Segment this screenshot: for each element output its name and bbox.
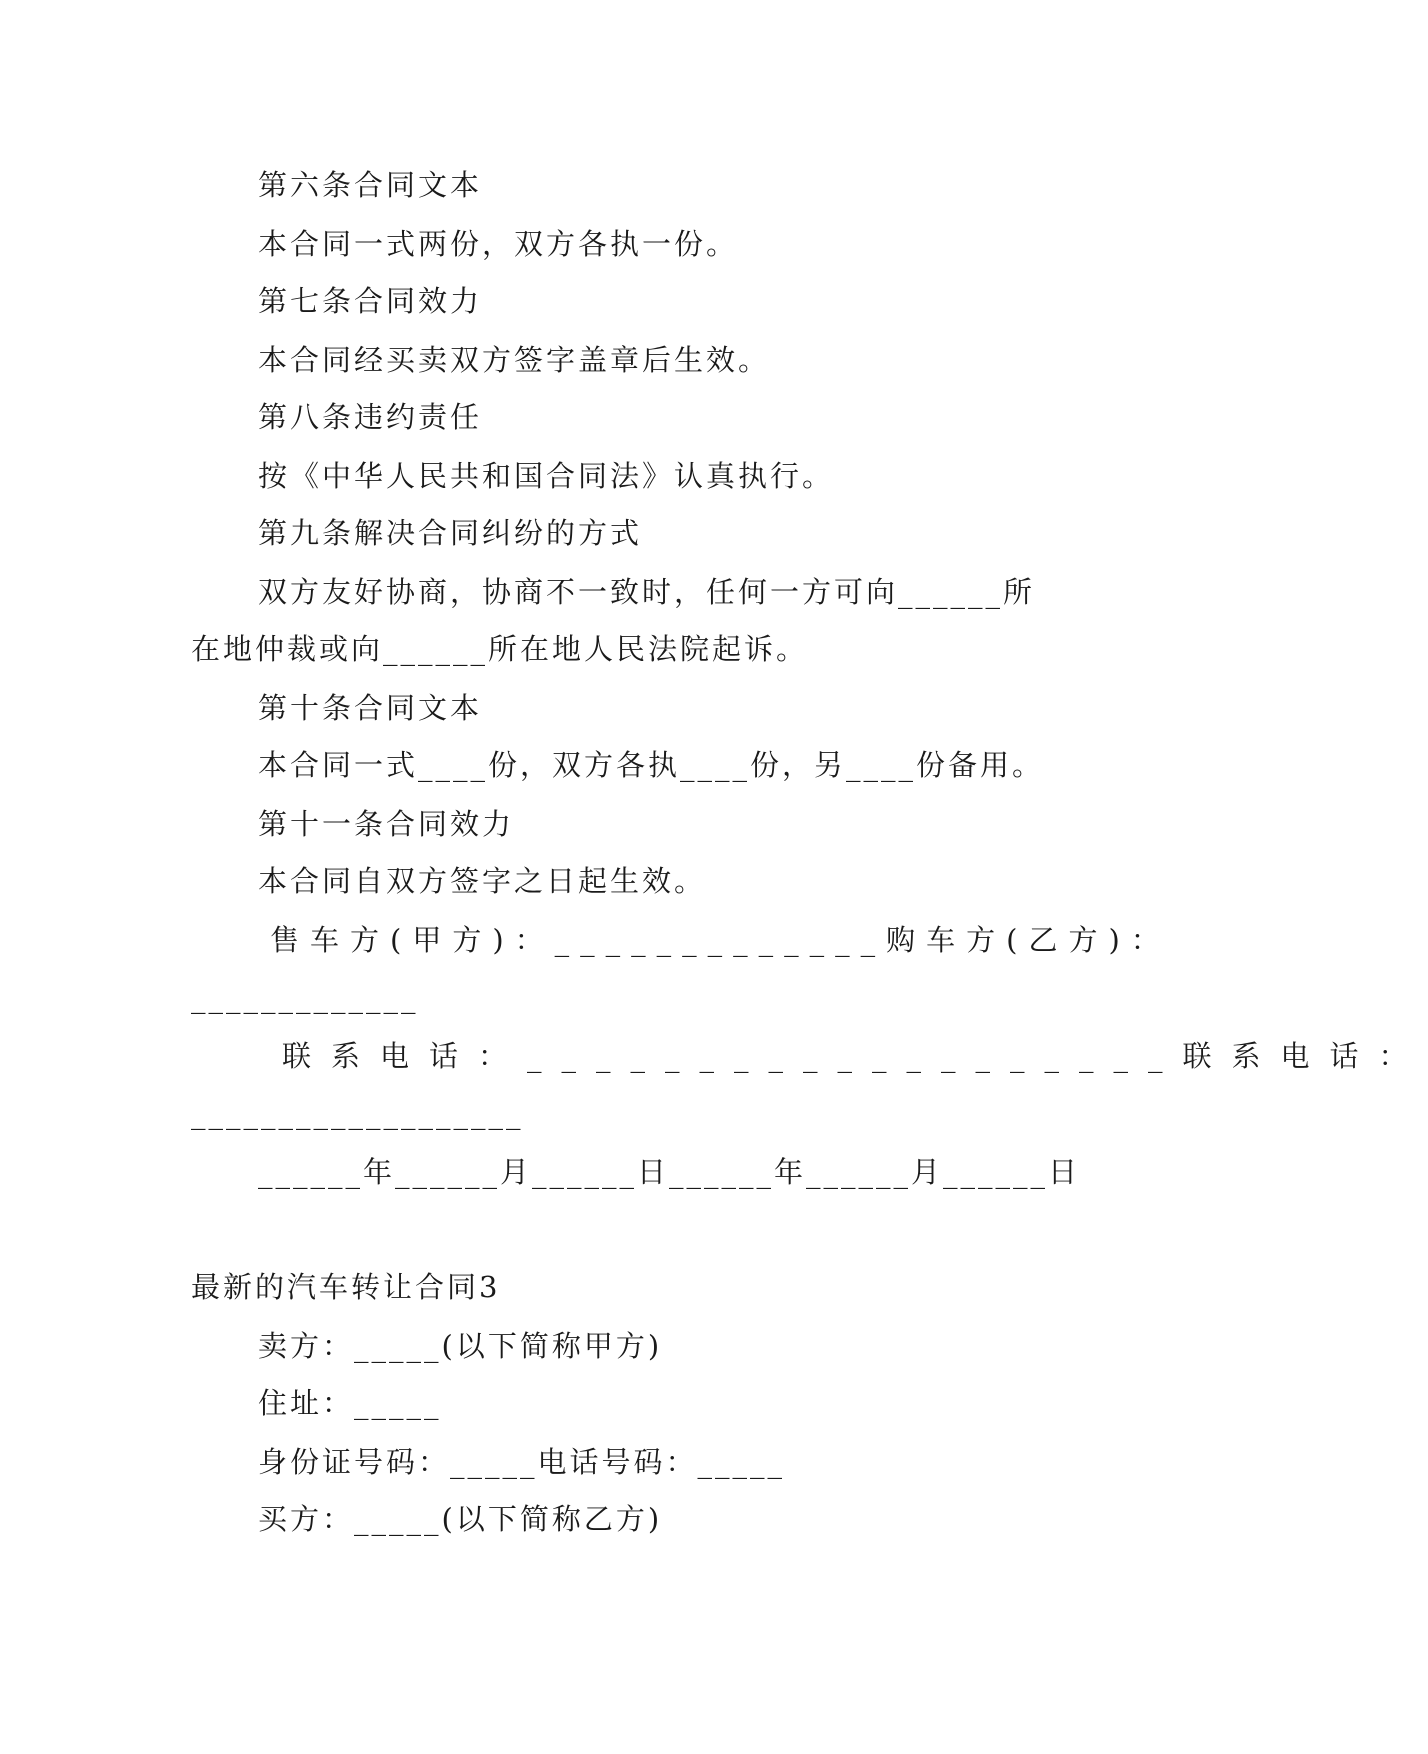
address-field: 住址：_____ xyxy=(258,1386,442,1420)
article-7-heading: 第七条合同效力 xyxy=(258,284,483,318)
section-title: 最新的汽车转让合同3 xyxy=(191,1270,501,1304)
id-phone-field: 身份证号码：_____电话号码：_____ xyxy=(258,1445,786,1479)
article-9-heading: 第九条解决合同纠纷的方式 xyxy=(258,516,643,550)
contact-phone-line: 联系电话：___________________联系电话： xyxy=(282,1039,1428,1073)
article-8-body: 按《中华人民共和国合同法》认真执行。 xyxy=(258,459,835,493)
article-6-body: 本合同一式两份，双方各执一份。 xyxy=(258,227,739,261)
article-10-heading: 第十条合同文本 xyxy=(258,691,483,725)
contact-phone-blank: ___________________ xyxy=(191,1096,524,1130)
article-9-body-line-2: 在地仲裁或向______所在地人民法院起诉。 xyxy=(191,632,809,666)
article-11-heading: 第十一条合同效力 xyxy=(258,807,515,841)
buyer-field: 买方：_____(以下简称乙方) xyxy=(258,1502,663,1536)
article-9-body-line-1: 双方友好协商，协商不一致时，任何一方可向______所 xyxy=(258,575,1036,609)
article-11-body: 本合同自双方签字之日起生效。 xyxy=(258,864,707,898)
buyer-signature-blank: _____________ xyxy=(191,980,419,1014)
seller-field: 卖方：_____(以下简称甲方) xyxy=(258,1329,663,1363)
seller-buyer-signature-line: 售车方(甲方)：_____________购车方(乙方)： xyxy=(270,923,1171,957)
article-6-heading: 第六条合同文本 xyxy=(258,168,483,202)
article-7-body: 本合同经买卖双方签字盖章后生效。 xyxy=(258,343,771,377)
signature-date-line: ______年______月______日______年______月______日 xyxy=(258,1155,1081,1189)
article-10-body: 本合同一式____份，双方各执____份，另____份备用。 xyxy=(258,748,1045,782)
article-8-heading: 第八条违约责任 xyxy=(258,400,483,434)
